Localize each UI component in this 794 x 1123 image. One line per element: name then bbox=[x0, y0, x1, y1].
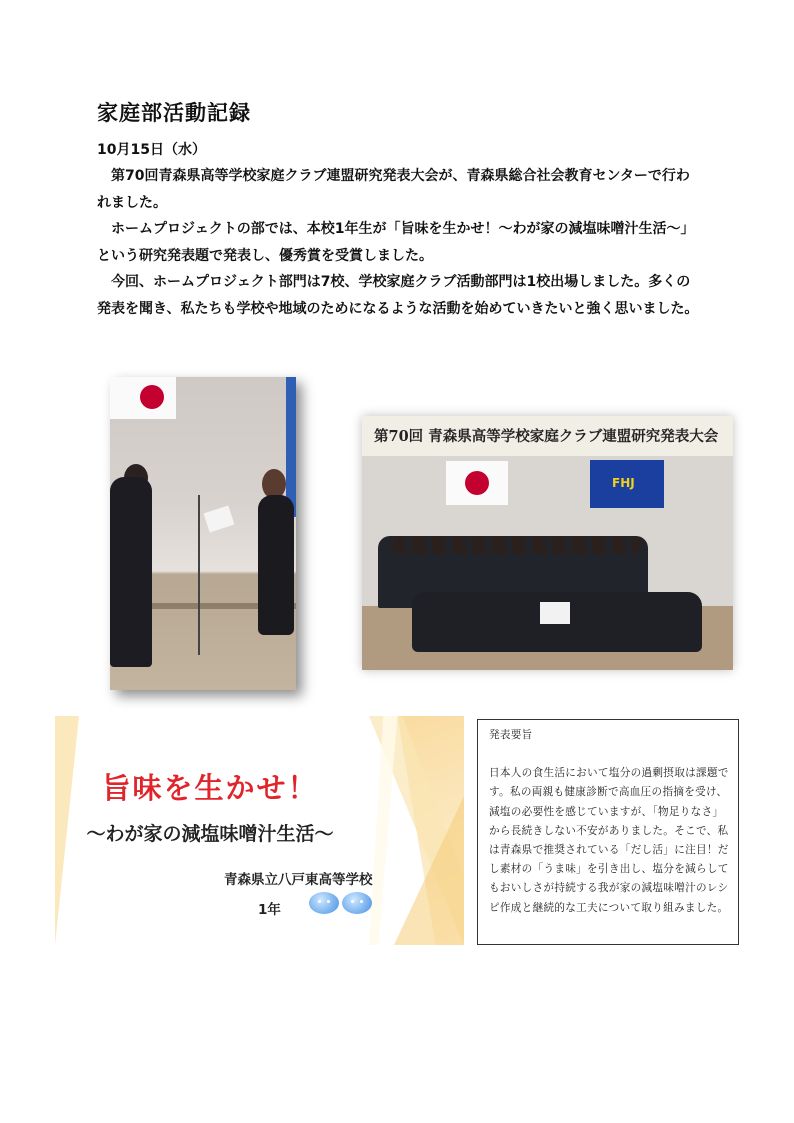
microphone-stand bbox=[198, 495, 200, 655]
abstract-heading: 発表要旨 bbox=[489, 729, 533, 741]
redacted-name-bubble-icon bbox=[342, 892, 372, 914]
article-body bbox=[97, 163, 702, 322]
event-date: 10月15日（水） bbox=[97, 142, 206, 158]
abstract-box bbox=[477, 719, 739, 945]
held-board bbox=[540, 602, 570, 624]
slide-title: 旨味を生かせ！ bbox=[101, 771, 319, 805]
presentation-title-slide bbox=[55, 716, 464, 945]
student-figure bbox=[110, 477, 152, 667]
school-name: 青森県立八戸東高等学校 bbox=[224, 872, 373, 888]
group-photo bbox=[362, 416, 733, 670]
page-title: 家庭部活動記録 bbox=[97, 101, 251, 125]
event-banner bbox=[362, 416, 733, 456]
article-paragraph: ホームプロジェクトの部では、本校1年生が「旨味を生かせ！～わが家の減塩味噌汁生活～」という研究発表題で発表し、優秀賞を受賞しました。 bbox=[97, 221, 695, 264]
slide-subtitle: ～わが家の減塩味噌汁生活～ bbox=[86, 823, 334, 845]
fhj-flag-text: FHJ bbox=[612, 476, 635, 490]
article-paragraph: 第70回青森県高等学校家庭クラブ連盟研究発表大会が、青森県総合社会教育センターで行われました。 bbox=[97, 168, 690, 211]
redacted-name-bubble-icon bbox=[309, 892, 339, 914]
presenter-figure bbox=[258, 495, 294, 635]
abstract-body: 日本人の食生活において塩分の過剰摂取は課題です。私の両親も健康診断で高血圧の指摘を受け、減塩の必要性を感じていますが、「物足りなさ」から長続きしない不安がありました。そこで、私は青森県で推奨されている「だし活」に注目！だし素材の「うま味」を引き出し、塩分を減らしてもおいしさが持続する我が家の減塩味噌汁のレシピ作成と継続的な工夫について取り組みました。 bbox=[489, 767, 729, 914]
japanese-flag bbox=[110, 377, 176, 419]
standing-students-heads bbox=[392, 536, 642, 554]
japanese-flag bbox=[446, 461, 508, 505]
event-banner-text: 第70回 青森県高等学校家庭クラブ連盟研究発表大会 bbox=[374, 428, 719, 445]
award-ceremony-photo bbox=[110, 377, 296, 690]
grade-label: 1年 bbox=[258, 902, 281, 918]
stage-curtain bbox=[286, 377, 296, 517]
fhj-flag bbox=[590, 460, 664, 508]
certificate bbox=[204, 505, 235, 532]
article-paragraph: 今回、ホームプロジェクト部門は7校、学校家庭クラブ活動部門は1校出場しました。多くの発表を聞き、私たちも学校や地域のためになるような活動を始めていきたいと強く思いました。 bbox=[97, 274, 699, 317]
